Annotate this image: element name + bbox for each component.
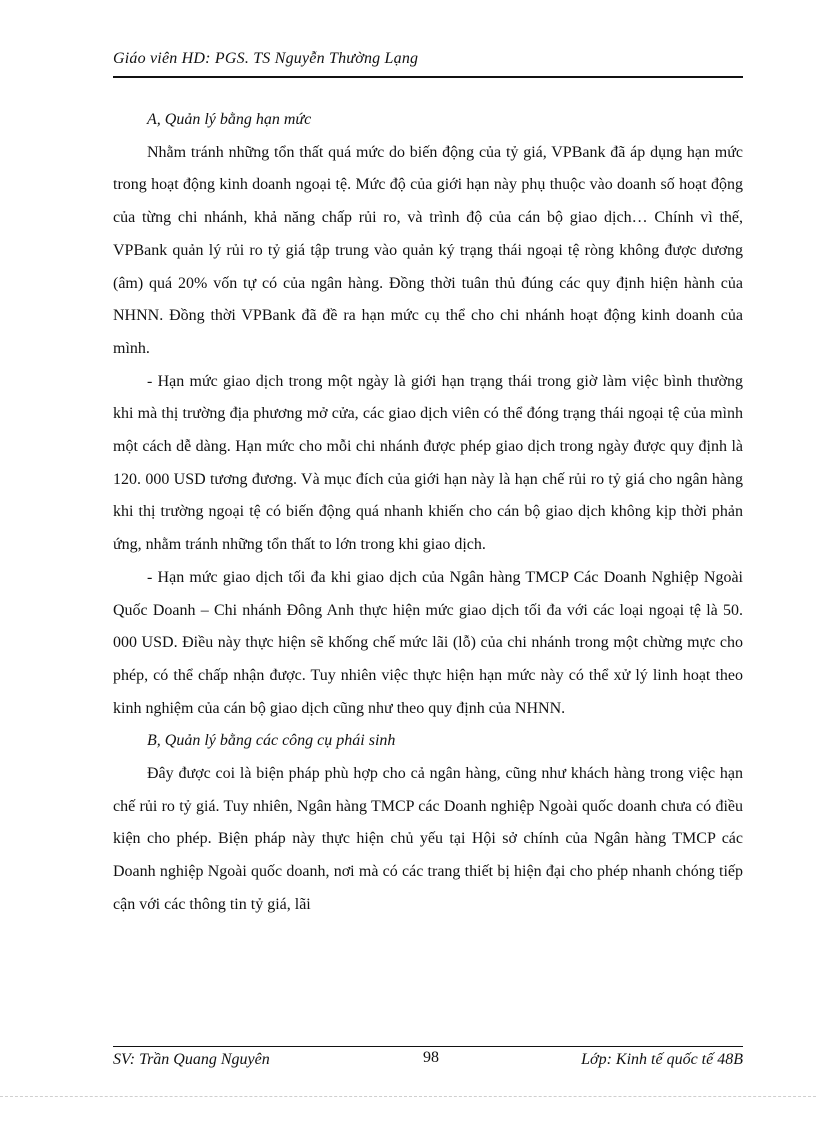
footer-class: Lớp: Kinh tế quốc tế 48B — [581, 1051, 743, 1068]
page-header: Giáo viên HD: PGS. TS Nguyễn Thường Lạng — [113, 50, 419, 67]
footer-student: SV: Trần Quang Nguyên — [113, 1051, 270, 1068]
document-body — [113, 104, 743, 922]
header-rule — [113, 76, 743, 78]
paragraph-3: - Hạn mức giao dịch tối đa khi giao dịch của Ngân hàng TMCP Các Doanh Nghiệp Ngoài Quốc Doanh – Chi nhánh Đông Anh thực hiện mức giao dịch tối đa với các loại ngoại tệ là 50. 000 USD. Điều này thực hiện sẽ khống chế mức lãi (lỗ) của chi nhánh trong một chừng mực cho phép, có thể chấp nhận được. Tuy nhiên việc thực hiện hạn mức này có thể xử lý linh hoạt theo kinh nghiệm của cán bộ giao dịch cũng như theo quy định của NHNN. — [113, 568, 743, 717]
paragraph-4: Đây được coi là biện pháp phù hợp cho cả ngân hàng, cũng như khách hàng trong việc hạn chế rủi ro tỷ giá. Tuy nhiên, Ngân hàng TMCP các Doanh nghiệp Ngoài quốc doanh chưa có điều kiện cho phép. Biện pháp này thực hiện chủ yếu tại Hội sở chính của Ngân hàng TMCP các Doanh nghiệp Ngoài quốc doanh, nơi mà có các trang thiết bị hiện đại cho phép nhanh chóng tiếp cận với các thông tin tỷ giá, lãi — [113, 765, 743, 913]
page-footer — [113, 1051, 743, 1075]
page-number: 98 — [423, 1049, 439, 1066]
paragraph-2: - Hạn mức giao dịch trong một ngày là giới hạn trạng thái trong giờ làm việc bình thường khi mà thị trường địa phương mở cửa, các giao dịch viên có thể đóng trạng thái ngoại tệ của mình một cách dễ dàng. Hạn mức cho mỗi chi nhánh được phép giao dịch trong ngày được quy định là 120. 000 USD tương đương. Và mục đích của giới hạn này là hạn chế rủi ro tỷ giá cho ngân hàng khi thị trường ngoại tệ có biến động quá nhanh khiến cho cán bộ giao dịch không kịp thời phản ứng, nhằm tránh những tổn thất to lớn trong khi giao dịch. — [113, 372, 743, 554]
heading-b: B, Quản lý bằng các công cụ phái sinh — [147, 732, 396, 750]
heading-a: A, Quản lý bằng hạn mức — [147, 111, 312, 128]
paragraph-1: Nhằm tránh những tổn thất quá mức do biến động của tỷ giá, VPBank đã áp dụng hạn mức trong hoạt động kinh doanh ngoại tệ. Mức độ của giới hạn này phụ thuộc vào doanh số hoạt động của từng chi nhánh, khả năng chấp rủi ro, và trình độ của cán bộ giao dịch… Chính vì thế, VPBank quản lý rủi ro tỷ giá tập trung vào quản ký trạng thái ngoại tệ ròng không được dương (âm) quá 20% vốn tự có của ngân hàng. Đồng thời tuân thủ đúng các quy định hiện hành của NHNN. Đồng thời VPBank đã đề ra hạn mức cụ thể cho chi nhánh hoạt động kinh doanh của mình. — [113, 143, 743, 357]
page-edge-divider — [0, 1096, 816, 1097]
footer-rule — [113, 1046, 743, 1047]
